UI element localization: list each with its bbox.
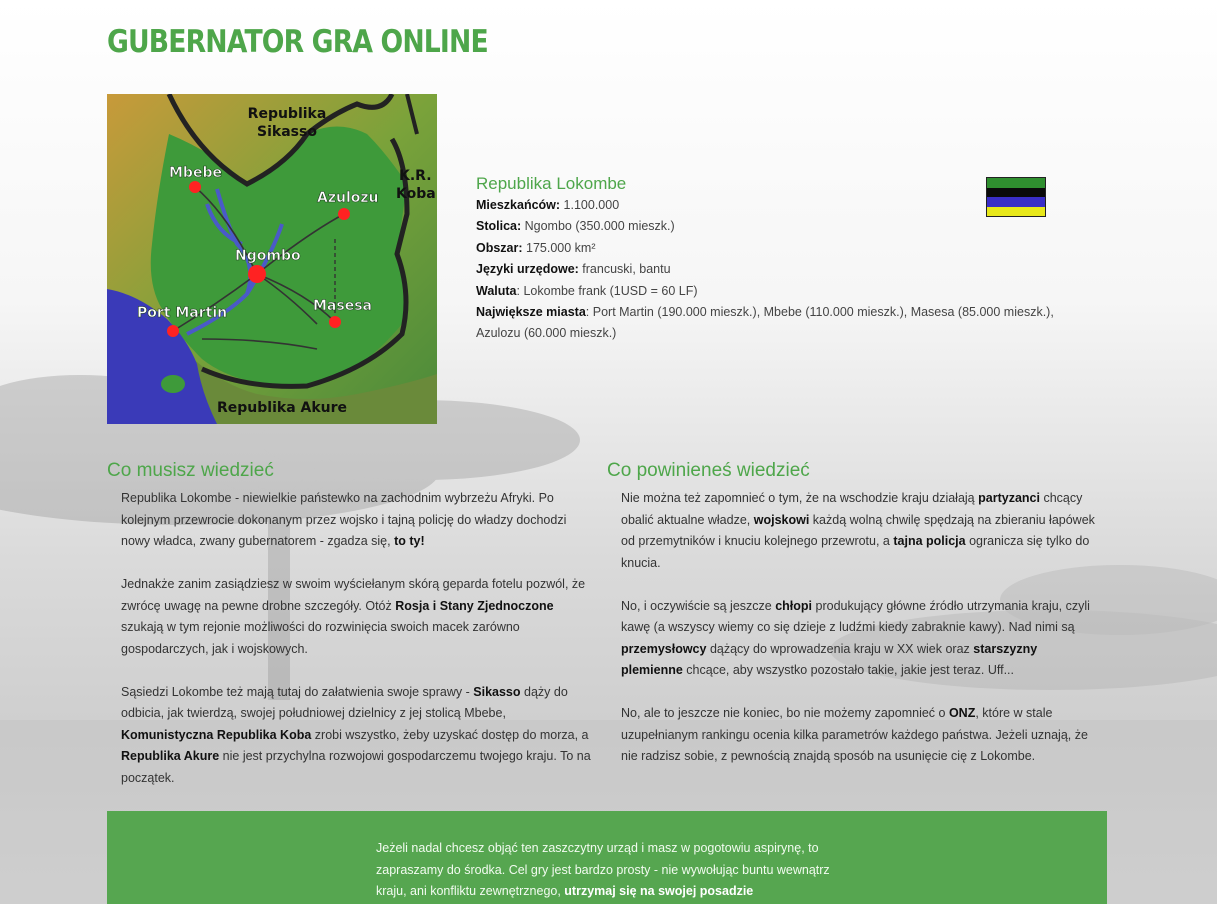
country-flag: [986, 177, 1046, 217]
paragraph: Republika Lokombe - niewielkie państewko na zachodnim wybrzeżu Afryki. Po kolejnym przewrocie dokonanym przez wojsko i tajną policję do władzy dochodzi nowy władca, zwany gubernatorem - zgadza się, to ty!: [121, 491, 567, 548]
country-map: [107, 94, 437, 424]
map-label-sikasso-2: Sikasso: [257, 124, 317, 140]
site-title[interactable]: GUBERNATOR GRA ONLINE: [107, 24, 488, 60]
info-row-languages: Języki urzędowe: francuski, bantu: [476, 262, 671, 277]
cta-text: Jeżeli nadal chcesz objąć ten zaszczytny urząd i masz w pogotowiu aspirynę, to zapraszamy do środka. Cel gry jest bardzo prosty - nie wywołując buntu wewnątrz kraju, ani konfliktu zewnętrznego, utrzymaj się na swojej posadzie: [376, 841, 830, 898]
cta-box: [107, 811, 1107, 904]
flag-stripe: [987, 178, 1045, 188]
map-label-masesa: Masesa: [313, 298, 372, 314]
section-must-know: [107, 460, 597, 811]
map-label-mbebe: Mbebe: [169, 165, 222, 181]
paragraph: No, ale to jeszcze nie koniec, bo nie możemy zapomnieć o ONZ, które w stale uzupełnianym rankingu ocenia kilka parametrów każdego państwa. Jeżeli uznają, że nie radzisz sobie, z pewnością znajdą sposób na usunięcie cię z Lokombe.: [621, 706, 1088, 763]
map-label-sikasso-1: Republika: [247, 106, 327, 122]
map-label-koba-1: K.R.: [399, 168, 432, 184]
flag-stripe: [987, 188, 1045, 198]
country-name: Republika Lokombe: [476, 174, 627, 193]
flag-stripe: [987, 207, 1045, 217]
map-label-ngombo: Ngombo: [235, 248, 301, 264]
info-row-capital: Stolica: Ngombo (350.000 mieszk.): [476, 219, 675, 234]
section-should-know: [607, 460, 1097, 789]
paragraph: No, i oczywiście są jeszcze chłopi produkujący główne źródło utrzymania kraju, czyli kawę (a wszyscy wiemy co się dzieje z ludźmi kiedy zabraknie kawy). Nad nimi są przemysłowcy dążący do wprowadzenia kraju w XX wiek oraz starszyzny plemienne chcące, aby wszystko pozostało takie, jakie jest teraz. Uff...: [621, 598, 1090, 677]
section-heading: Co musisz wiedzieć: [107, 460, 274, 481]
map-label-port-martin: Port Martin: [137, 305, 228, 321]
info-row-currency: Waluta: Lokombe frank (1USD = 60 LF): [476, 283, 698, 298]
info-row-area: Obszar: 175.000 km²: [476, 240, 596, 255]
paragraph: Nie można też zapomnieć o tym, że na wschodzie kraju działają partyzanci chcący obalić aktualne władze, wojskowi każdą wolną chwilę spędzają na zbieraniu łapówek od przemytników i knuciu kolejnego przewrotu, a tajna policja ogranicza się tylko do knucia.: [621, 491, 1095, 570]
map-label-azulozu: Azulozu: [317, 190, 379, 206]
flag-stripe: [987, 197, 1045, 207]
info-row-population: Mieszkańców: 1.100.000: [476, 198, 620, 212]
paragraph: Sąsiedzi Lokombe też mają tutaj do załatwienia swoje sprawy - Sikasso dąży do odbicia, jak twierdzą, swojej południowej dzielnicy z jej stolicą Mbebe, Komunistyczna Republika Koba zrobi wszystko, żeby uzyskać dostęp do morza, a Republika Akure nie jest przychylna rozwojowi gospodarczemu twojego kraju. To na początek.: [121, 684, 591, 785]
info-row-cities: Największe miasta: Port Martin (190.000 mieszk.), Mbebe (110.000 mieszk.), Masesa (85.000 mieszk.), Azulozu (60.000 mieszk.): [476, 305, 1054, 341]
map-label-koba-2: Koba: [396, 186, 436, 202]
map-label-akure: Republika Akure: [217, 400, 348, 416]
paragraph: Jednakże zanim zasiądziesz w swoim wyściełanym skórą geparda fotelu pozwól, że zwrócę uwagę na pewne drobne szczegóły. Otóż Rosja i Stany Zjednoczone szukają w tym rejonie możliwości do rozwinięcia swoich macek zarówno gospodarczych, jak i wojskowych.: [121, 577, 586, 656]
section-heading: Co powinieneś wiedzieć: [607, 460, 810, 481]
